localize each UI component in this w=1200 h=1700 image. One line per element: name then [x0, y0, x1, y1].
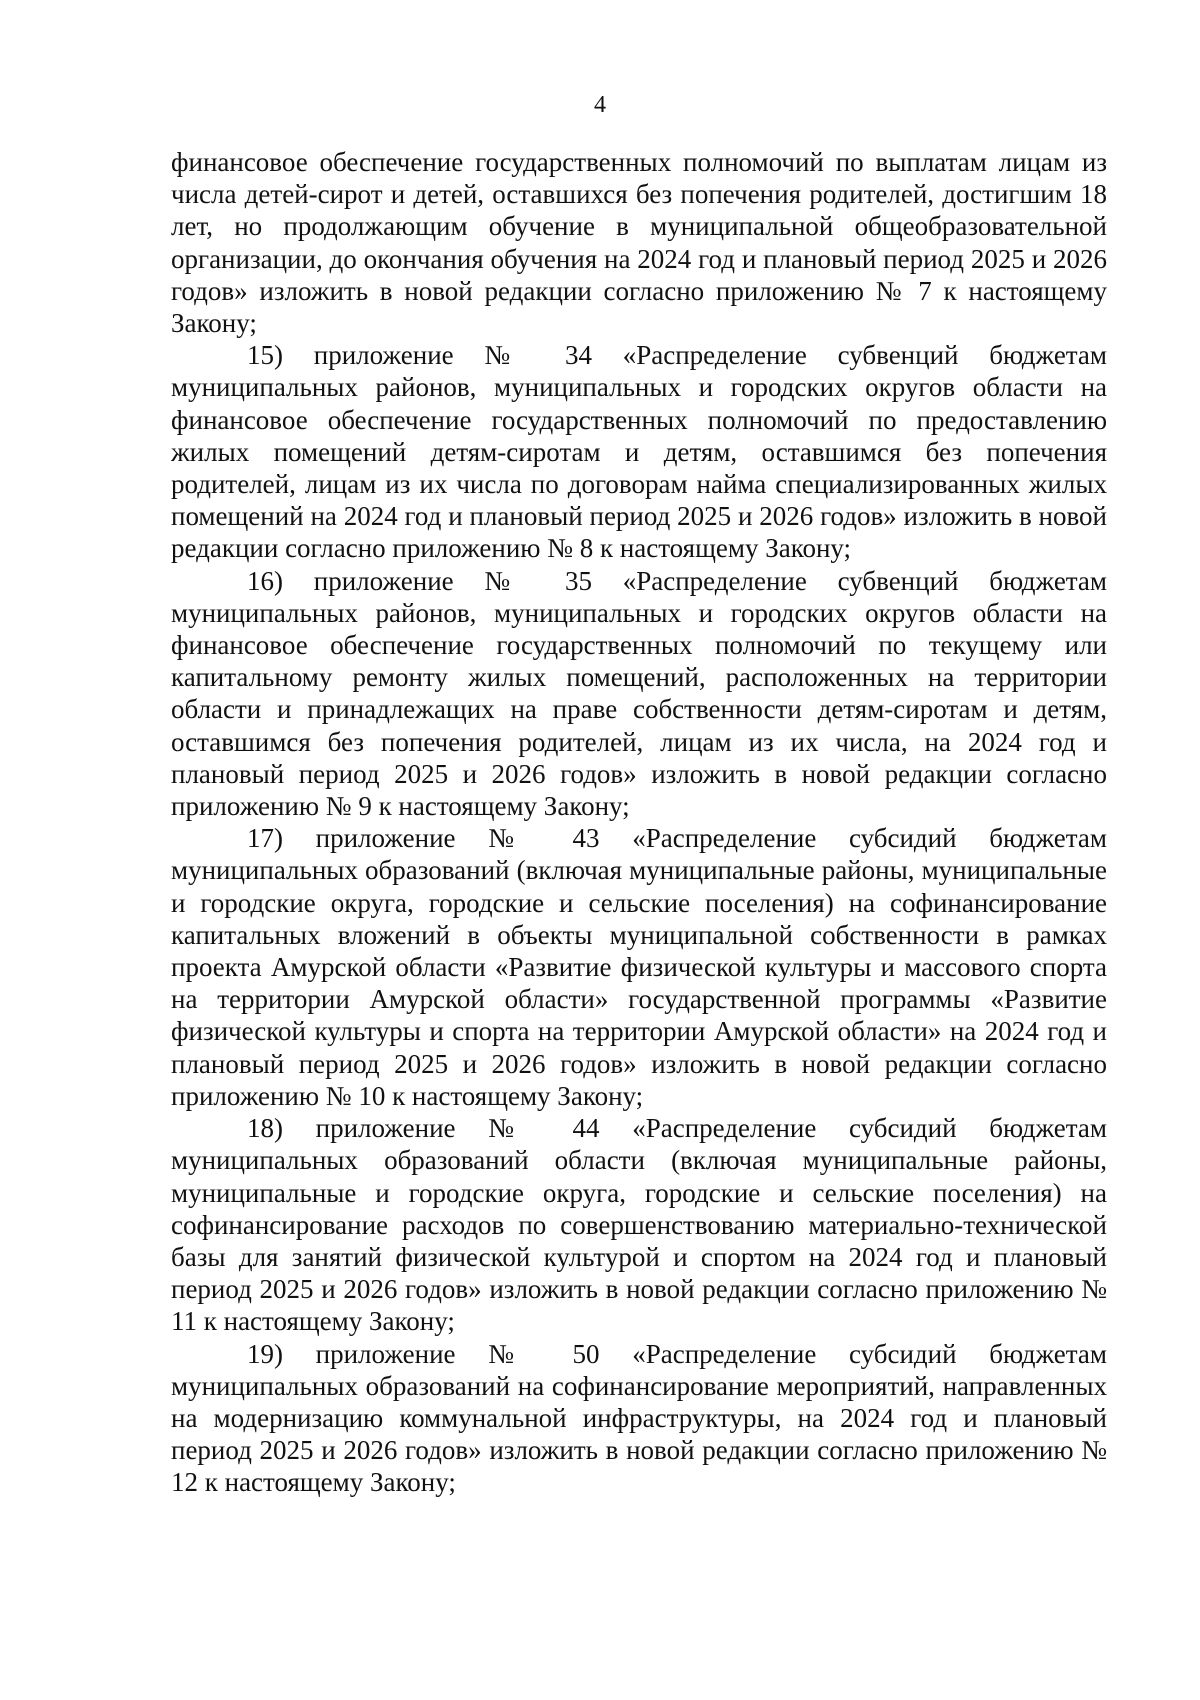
paragraph-item-18: 18) приложение № 44 «Распределение субсидий бюджетам муниципальных образований области (включая муниципальные районы, муниципальные и городские округа, городские и сельские поселения) на софинансирование расходов по совершенствованию материально-технической базы для занятий физической культурой и спортом на 2024 год и плановый период 2025 и 2026 годов» изложить в новой редакции согласно приложению № 11 к настоящему Закону; [171, 1113, 1107, 1337]
paragraph-item-19: 19) приложение № 50 «Распределение субсидий бюджетам муниципальных образований на софинансирование мероприятий, направленных на модернизацию коммунальной инфраструктуры, на 2024 год и плановый период 2025 и 2026 годов» изложить в новой редакции согласно приложению № 12 к настоящему Закону; [171, 1338, 1107, 1498]
paragraph-item-16: 16) приложение № 35 «Распределение субвенций бюджетам муниципальных районов, муниципальных и городских округов области на финансовое обеспечение государственных полномочий по текущему или капитальному ремонту жилых помещений, расположенных на территории области и принадлежащих на праве собственности детям-сиротам и детям, оставшимся без попечения родителей, лицам из их числа, на 2024 год и плановый период 2025 и 2026 годов» изложить в новой редакции согласно приложению № 9 к настоящему Закону; [171, 565, 1107, 822]
paragraph-item-15: 15) приложение № 34 «Распределение субвенций бюджетам муниципальных районов, муниципальных и городских округов области на финансовое обеспечение государственных полномочий по предоставлению жилых помещений детям-сиротам и детям, оставшимся без попечения родителей, лицам из их числа по договорам найма специализированных жилых помещений на 2024 год и плановый период 2025 и 2026 годов» изложить в новой редакции согласно приложению № 8 к настоящему Закону; [171, 340, 1107, 564]
paragraph-continuation: финансовое обеспечение государственных полномочий по выплатам лицам из числа детей-сирот и детей, оставшихся без попечения родителей, достигшим 18 лет, но продолжающим обучение в муниципальной общеобразовательной организации, до окончания обучения на 2024 год и плановый период 2025 и 2026 годов» изложить в новой редакции согласно приложению № 7 к настоящему Закону; [171, 147, 1107, 339]
page-number: 4 [594, 92, 606, 118]
paragraph-item-17: 17) приложение № 43 «Распределение субсидий бюджетам муниципальных образований (включая муниципальные районы, муниципальные и городские округа, городские и сельские поселения) на софинансирование капитальных вложений в объекты муниципальной собственности в рамках проекта Амурской области «Развитие физической культуры и массового спорта на территории Амурской области» государственной программы «Развитие физической культуры и спорта на территории Амурской области» на 2024 год и плановый период 2025 и 2026 годов» изложить в новой редакции согласно приложению № 10 к настоящему Закону; [171, 823, 1107, 1111]
document-body [171, 146, 1107, 1499]
